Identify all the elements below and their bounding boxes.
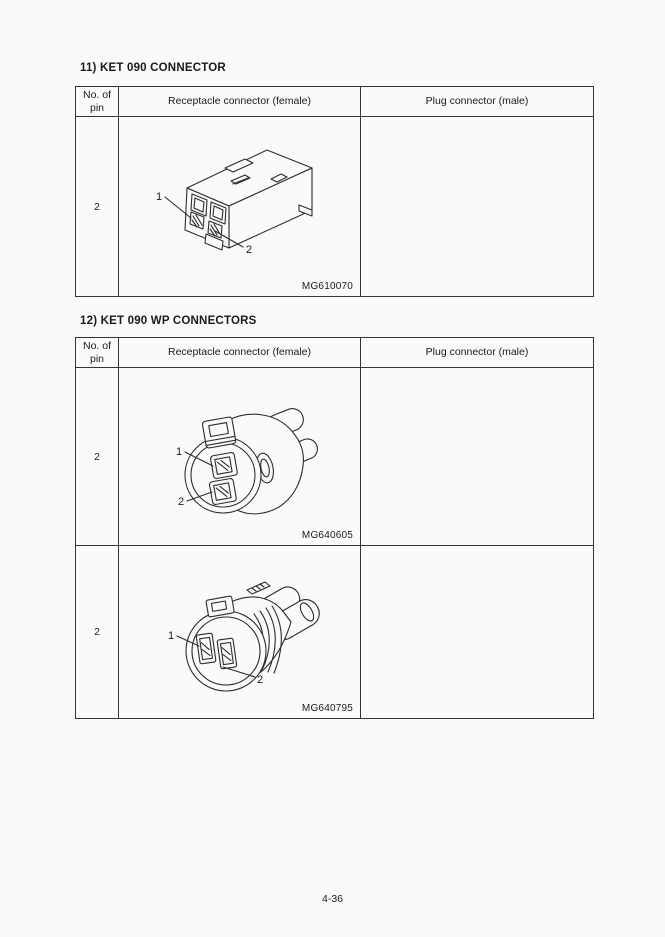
table-row xyxy=(76,546,594,719)
receptacle-figure-cell xyxy=(119,546,361,719)
connector-drawing-mg640605 xyxy=(119,368,361,545)
callout-1-label: 1 xyxy=(155,191,163,203)
column-header-no-of-pin: No. of pin xyxy=(76,87,119,117)
table-header-row xyxy=(76,87,594,117)
table-row xyxy=(76,117,594,297)
connector-table-ket-090 xyxy=(75,86,594,297)
pin-count-value: 2 xyxy=(76,546,119,719)
plug-figure-cell-empty xyxy=(361,546,594,719)
figure-code: MG640795 xyxy=(301,703,353,714)
callout-1-label: 1 xyxy=(175,446,183,458)
column-header-receptacle: Receptacle connector (female) xyxy=(119,338,361,368)
column-header-plug: Plug connector (male) xyxy=(361,87,594,117)
pin-count-value: 2 xyxy=(76,368,119,546)
column-header-receptacle: Receptacle connector (female) xyxy=(119,87,361,117)
plug-figure-cell-empty xyxy=(361,117,594,297)
figure-code: MG610070 xyxy=(301,281,353,292)
plug-figure-cell-empty xyxy=(361,368,594,546)
table-row xyxy=(76,368,594,546)
section-title-ket-090-wp-connectors: 12) KET 090 WP CONNECTORS xyxy=(80,315,257,327)
callout-2-label: 2 xyxy=(245,244,253,256)
page-number: 4-36 xyxy=(321,893,343,905)
figure-code: MG640605 xyxy=(301,530,353,541)
column-header-plug: Plug connector (male) xyxy=(361,338,594,368)
connector-drawing-mg640795 xyxy=(119,546,361,719)
table-header-row xyxy=(76,338,594,368)
callout-1-label: 1 xyxy=(167,630,175,642)
callout-2-label: 2 xyxy=(177,496,185,508)
receptacle-figure-cell xyxy=(119,117,361,297)
callout-2-label: 2 xyxy=(256,674,264,686)
section-title-ket-090-connector: 11) KET 090 CONNECTOR xyxy=(80,62,226,74)
column-header-no-of-pin: No. of pin xyxy=(76,338,119,368)
pin-count-value: 2 xyxy=(76,117,119,297)
receptacle-figure-cell xyxy=(119,368,361,546)
connector-table-ket-090-wp xyxy=(75,337,594,719)
connector-drawing-mg610070 xyxy=(119,117,359,295)
